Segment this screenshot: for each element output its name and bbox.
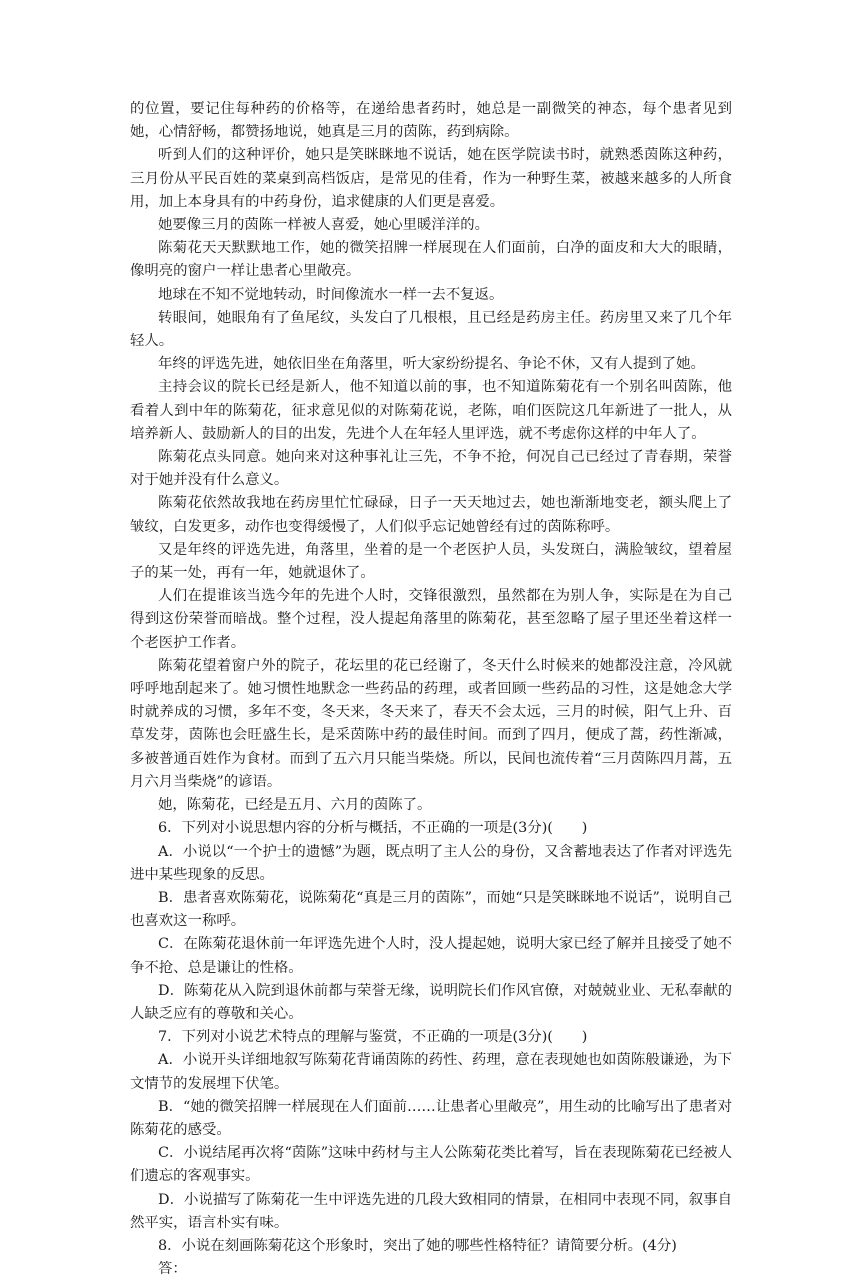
story-paragraph: 听到人们的这种评价，她只是笑眯眯地不说话，她在医学院读书时，就熟悉茵陈这种药，三月份从平民百姓的菜桌到高档饭店，是常见的佳肴，作为一种野生菜，被越来越多的人所食用，加上本身具有的中药身份，追求健康的人们更是喜爱。	[130, 147, 732, 210]
document-page	[130, 98, 732, 1281]
question-7-stem: 7．下列对小说艺术特点的理解与鉴赏，不正确的一项是(3分)( )	[158, 1029, 588, 1046]
question-7-option-d: D．小说描写了陈菊花一生中评选先进的几段大致相同的情景，在相同中表现不同，叙事自然平实，语言朴实有味。	[130, 1191, 732, 1231]
story-paragraph: 陈菊花依然故我地在药房里忙忙碌碌，日子一天天地过去，她也渐渐地变老，额头爬上了皱纹，白发更多，动作也变得缓慢了，人们似乎忘记她曾经有过的茵陈称呼。	[130, 495, 732, 535]
question-6-stem: 6．下列对小说思想内容的分析与概括，不正确的一项是(3分)( )	[158, 820, 588, 837]
question-7-option-a: A．小说开头详细地叙写陈菊花背诵茵陈的药性、药理，意在表现她也如茵陈般谦逊，为下文情节的发展埋下伏笔。	[130, 1052, 732, 1092]
question-7-option-c: C．小说结尾再次将“茵陈”这味中药材与主人公陈菊花类比着写，旨在表现陈菊花已经被人们遗忘的客观事实。	[130, 1145, 732, 1185]
story-paragraph: 主持会议的院长已经是新人，他不知道以前的事，也不知道陈菊花有一个别名叫茵陈，他看着人到中年的陈菊花，征求意见似的对陈菊花说，老陈，咱们医院这几年新进了一批人，从培养新人、鼓励新人的目的出发，先进个人在年轻人里评选，就不考虑你这样的中年人了。	[130, 379, 732, 442]
question-6-option-a: A．小说以“一个护士的遗憾”为题，既点明了主人公的身份，又含蓄地表达了作者对评选先进中某些现象的反思。	[130, 843, 732, 883]
question-6-option-c: C．在陈菊花退休前一年评选先进个人时，没人提起她，说明大家已经了解并且接受了她不争不抢、总是谦让的性格。	[130, 936, 732, 976]
question-6-option-d: D．陈菊花从入院到退休前都与荣誉无缘，说明院长们作风官僚，对兢兢业业、无私奉献的人缺乏应有的尊敬和关心。	[130, 982, 732, 1022]
question-8-answer-label: 答：	[158, 1261, 187, 1278]
story-paragraph: 陈菊花天天默默地工作，她的微笑招牌一样展现在人们面前，白净的面皮和大大的眼睛，像明亮的窗户一样让患者心里敞亮。	[130, 240, 732, 280]
story-paragraph: 又是年终的评选先进，角落里，坐着的是一个老医护人员，头发斑白，满脸皱纹，望着屋子的某一处，再有一年，她就退休了。	[130, 541, 732, 582]
story-paragraph: 的位置，要记住每种药的价格等，在递给患者药时，她总是一副微笑的神态，每个患者见到她，心情舒畅，都赞扬地说，她真是三月的茵陈，药到病除。	[130, 101, 732, 141]
story-paragraph: 年终的评选先进，她依旧坐在角落里，听大家纷纷提名、争论不休，又有人提到了她。	[158, 356, 705, 373]
story-paragraph: 人们在提谁该当选今年的先进个人时，交锋很激烈，虽然都在为别人争，实际是在为自己得到这份荣誉而暗战。整个过程，没人提起角落里的陈菊花，甚至忽略了屋子里还坐着这样一个老医护工作者。	[130, 588, 732, 651]
question-7-option-b: B．“她的微笑招牌一样展现在人们面前……让患者心里敞亮”，用生动的比喻写出了患者对陈菊花的感受。	[130, 1098, 732, 1138]
question-8-stem: 8．小说在刻画陈菊花这个形象时，突出了她的哪些性格特征？请简要分析。(4分)	[158, 1237, 677, 1254]
story-paragraph: 她要像三月的茵陈一样被人喜爱，她心里暖洋洋的。	[158, 217, 489, 234]
story-paragraph: 她，陈菊花，已经是五月、六月的茵陈了。	[158, 797, 432, 814]
story-paragraph: 转眼间，她眼角有了鱼尾纹，头发白了几根根，且已经是药房主任。药房里又来了几个年轻人。	[130, 309, 732, 350]
question-6-option-b: B．患者喜欢陈菊花，说陈菊花“真是三月的茵陈”，而她“只是笑眯眯地不说话”，说明自己也喜欢这一称呼。	[130, 889, 732, 930]
story-paragraph: 陈菊花点头同意。她向来对这种事礼让三先，不争不抢，何况自己已经过了青春期，荣誉对于她并没有什么意义。	[130, 449, 732, 489]
story-paragraph: 陈菊花望着窗户外的院子，花坛里的花已经谢了，冬天什么时候来的她都没注意，冷风就呼呼地刮起来了。她习惯性地默念一些药品的药理，或者回顾一些药品的习性，这是她念大学时就养成的习惯，多年不变，冬天来，冬天来了，春天不会太远，三月的时候，阳气上升、百草发芽，茵陈也会旺盛生长，是采茵陈中药的最佳时间。而到了四月，便成了蒿，药性渐减，多被普通百姓作为食材。而到了五六月只能当柴烧。所以，民间也流传着“三月茵陈四月蒿，五月六月当柴烧”的谚语。	[130, 657, 732, 790]
story-paragraph: 地球在不知不觉地转动，时间像流水一样一去不复返。	[158, 286, 504, 303]
